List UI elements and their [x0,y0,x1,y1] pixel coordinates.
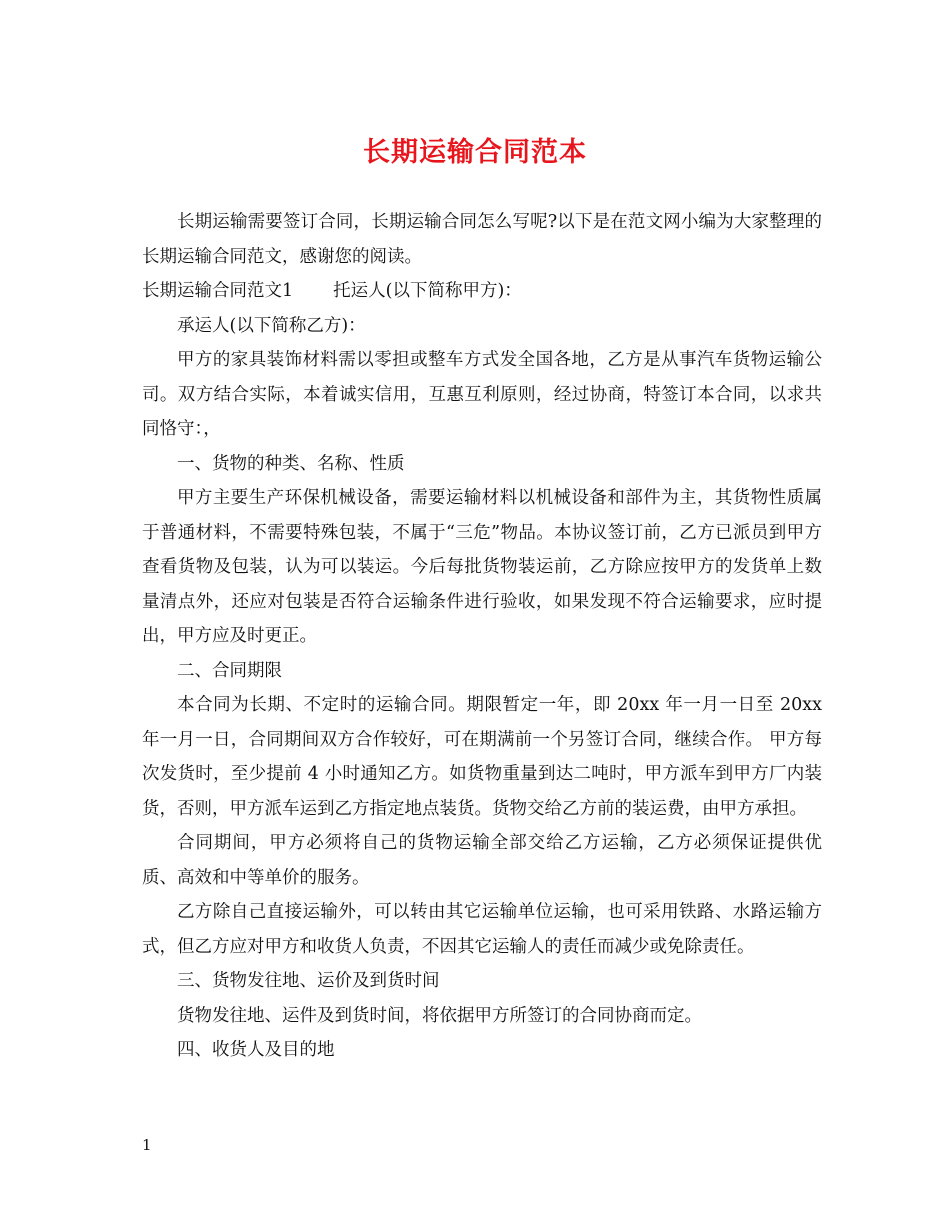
preamble-paragraph: 甲方的家具装饰材料需以零担或整车方式发全国各地，乙方是从事汽车货物运输公司。双方结合实际，本着诚实信用，互惠互利原则，经过协商，特签订本合同，以求共同恪守：， [142,350,822,439]
section-heading-2: 二、合同期限 [177,660,282,681]
section-heading-4: 四、收货人及目的地 [177,1040,335,1060]
contract-heading-line [142,274,822,309]
subcontract-paragraph: 乙方除自己直接运输外，可以转由其它运输单位运输，也可采用铁路、水路运输方式，但乙方应对甲方和收货人负责，不因其它运输人的责任而减少或免除责任。 [142,902,822,957]
document-title: 长期运输合同范本 [363,137,587,168]
destination-paragraph: 货物发往地、运件及到货时间，将依据甲方所签订的合同协商而定。 [177,1005,702,1026]
carrier-label: 承运人(以下简称乙方)： [177,315,366,336]
goods-paragraph: 甲方主要生产环保机械设备，需要运输材料以机械设备和部件为主，其货物性质属于普通材料，不需要特殊包装，不属于“三危”物品。本协议签订前，乙方已派员到甲方查看货物及包装，认为可以装运。今后每批货物装运前，乙方除应按甲方的发货单上数量清点外，还应对包装是否符合运输条件进行验收，如果发现不符合运输要求，应时提出，甲方应及时更正。 [142,488,822,646]
section-heading-1: 一、货物的种类、名称、性质 [177,453,405,474]
service-paragraph: 合同期间，甲方必须将自己的货物运输全部交给乙方运输，乙方必须保证提供优质、高效和中等单价的服务。 [142,833,822,888]
document-body [142,205,822,1068]
shipper-label: 托运人(以下简称甲方)： [333,281,522,301]
term-paragraph: 本合同为长期、不定时的运输合同。期限暂定一年，即 20xx 年一月一日至 20xx 年一月一日，合同期间双方合作较好，可在期满前一个另签订合同，继续合作。 甲方每次发货时，至少提前 4 小时通知乙方。如货物重量到达二吨时，甲方派车到甲方厂内装货，否则，甲方派车运到乙方指定地点装货。货物交给乙方前的装运费，由甲方承担。 [142,695,822,819]
page-number: 1 [142,1136,152,1154]
contract-sample-label: 长期运输合同范文1 [142,281,294,301]
intro-paragraph: 长期运输需要签订合同，长期运输合同怎么写呢?以下是在范文网小编为大家整理的长期运输合同范文，感谢您的阅读。 [142,212,822,267]
section-heading-3: 三、货物发往地、运价及到货时间 [177,971,440,991]
